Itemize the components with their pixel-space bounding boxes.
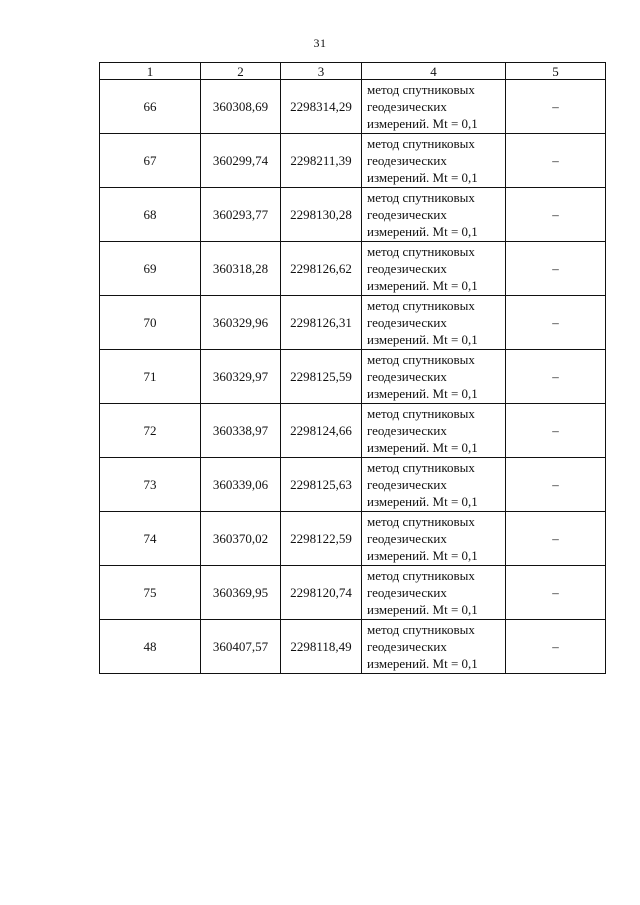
note-cell: – — [506, 404, 606, 458]
table-row — [100, 296, 606, 350]
table-row — [100, 134, 606, 188]
method-line: геодезических — [367, 261, 447, 276]
method-line: геодезических — [367, 423, 447, 438]
note-cell: – — [506, 134, 606, 188]
point-number-cell: 66 — [100, 80, 201, 134]
y-coordinate-cell: 2298126,62 — [281, 242, 362, 296]
method-line: измерений. Mt = 0,1 — [367, 548, 478, 563]
y-coordinate-cell: 2298122,59 — [281, 512, 362, 566]
method-line: геодезических — [367, 369, 447, 384]
y-coordinate-cell: 2298118,49 — [281, 620, 362, 674]
method-line: метод спутниковых — [367, 136, 475, 151]
table-body — [100, 80, 606, 674]
point-number-cell: 75 — [100, 566, 201, 620]
method-cell — [362, 566, 506, 620]
table-row — [100, 242, 606, 296]
method-line: измерений. Mt = 0,1 — [367, 440, 478, 455]
note-cell: – — [506, 188, 606, 242]
page-number: 31 — [313, 36, 327, 50]
coordinates-table — [99, 62, 606, 674]
method-line: геодезических — [367, 639, 447, 654]
method-line: геодезических — [367, 99, 447, 114]
x-coordinate-cell: 360407,57 — [201, 620, 281, 674]
method-line: метод спутниковых — [367, 82, 475, 97]
method-line: измерений. Mt = 0,1 — [367, 656, 478, 671]
x-coordinate-cell: 360299,74 — [201, 134, 281, 188]
method-line: метод спутниковых — [367, 298, 475, 313]
method-line: измерений. Mt = 0,1 — [367, 332, 478, 347]
table-header — [100, 63, 606, 80]
method-line: метод спутниковых — [367, 514, 475, 529]
note-cell: – — [506, 350, 606, 404]
method-line: измерений. Mt = 0,1 — [367, 602, 478, 617]
point-number-cell: 48 — [100, 620, 201, 674]
method-cell — [362, 458, 506, 512]
point-number-cell: 71 — [100, 350, 201, 404]
y-coordinate-cell: 2298211,39 — [281, 134, 362, 188]
note-cell: – — [506, 242, 606, 296]
point-number-cell: 74 — [100, 512, 201, 566]
x-coordinate-cell: 360308,69 — [201, 80, 281, 134]
x-coordinate-cell: 360338,97 — [201, 404, 281, 458]
point-number-cell: 73 — [100, 458, 201, 512]
note-cell: – — [506, 80, 606, 134]
method-line: геодезических — [367, 153, 447, 168]
point-number-cell: 68 — [100, 188, 201, 242]
header-col-3: 3 — [281, 63, 362, 80]
note-cell: – — [506, 296, 606, 350]
method-line: метод спутниковых — [367, 244, 475, 259]
x-coordinate-cell: 360370,02 — [201, 512, 281, 566]
x-coordinate-cell: 360318,28 — [201, 242, 281, 296]
method-cell — [362, 620, 506, 674]
y-coordinate-cell: 2298125,63 — [281, 458, 362, 512]
header-row — [100, 63, 606, 80]
y-coordinate-cell: 2298314,29 — [281, 80, 362, 134]
table-row — [100, 512, 606, 566]
x-coordinate-cell: 360339,06 — [201, 458, 281, 512]
table-row — [100, 80, 606, 134]
point-number-cell: 70 — [100, 296, 201, 350]
method-cell — [362, 134, 506, 188]
method-cell — [362, 296, 506, 350]
method-cell — [362, 512, 506, 566]
method-line: измерений. Mt = 0,1 — [367, 170, 478, 185]
table-row — [100, 458, 606, 512]
header-col-1: 1 — [100, 63, 201, 80]
method-line: геодезических — [367, 585, 447, 600]
x-coordinate-cell: 360329,97 — [201, 350, 281, 404]
method-cell — [362, 242, 506, 296]
method-line: геодезических — [367, 207, 447, 222]
method-line: геодезических — [367, 477, 447, 492]
y-coordinate-cell: 2298126,31 — [281, 296, 362, 350]
method-line: геодезических — [367, 531, 447, 546]
point-number-cell: 72 — [100, 404, 201, 458]
method-line: измерений. Mt = 0,1 — [367, 116, 478, 131]
method-line: метод спутниковых — [367, 406, 475, 421]
note-cell: – — [506, 512, 606, 566]
method-cell — [362, 188, 506, 242]
header-col-2: 2 — [201, 63, 281, 80]
note-cell: – — [506, 458, 606, 512]
method-line: метод спутниковых — [367, 460, 475, 475]
point-number-cell: 69 — [100, 242, 201, 296]
method-line: измерений. Mt = 0,1 — [367, 386, 478, 401]
table-row — [100, 404, 606, 458]
method-line: измерений. Mt = 0,1 — [367, 494, 478, 509]
table-row — [100, 350, 606, 404]
y-coordinate-cell: 2298120,74 — [281, 566, 362, 620]
x-coordinate-cell: 360369,95 — [201, 566, 281, 620]
x-coordinate-cell: 360329,96 — [201, 296, 281, 350]
y-coordinate-cell: 2298125,59 — [281, 350, 362, 404]
x-coordinate-cell: 360293,77 — [201, 188, 281, 242]
y-coordinate-cell: 2298124,66 — [281, 404, 362, 458]
point-number-cell: 67 — [100, 134, 201, 188]
method-line: метод спутниковых — [367, 622, 475, 637]
method-line: измерений. Mt = 0,1 — [367, 278, 478, 293]
method-line: измерений. Mt = 0,1 — [367, 224, 478, 239]
method-line: геодезических — [367, 315, 447, 330]
method-line: метод спутниковых — [367, 190, 475, 205]
note-cell: – — [506, 620, 606, 674]
table-row — [100, 566, 606, 620]
method-cell — [362, 350, 506, 404]
table-row — [100, 188, 606, 242]
header-col-4: 4 — [362, 63, 506, 80]
table-row — [100, 620, 606, 674]
note-cell: – — [506, 566, 606, 620]
y-coordinate-cell: 2298130,28 — [281, 188, 362, 242]
method-line: метод спутниковых — [367, 352, 475, 367]
header-col-5: 5 — [506, 63, 606, 80]
method-cell — [362, 80, 506, 134]
method-cell — [362, 404, 506, 458]
method-line: метод спутниковых — [367, 568, 475, 583]
